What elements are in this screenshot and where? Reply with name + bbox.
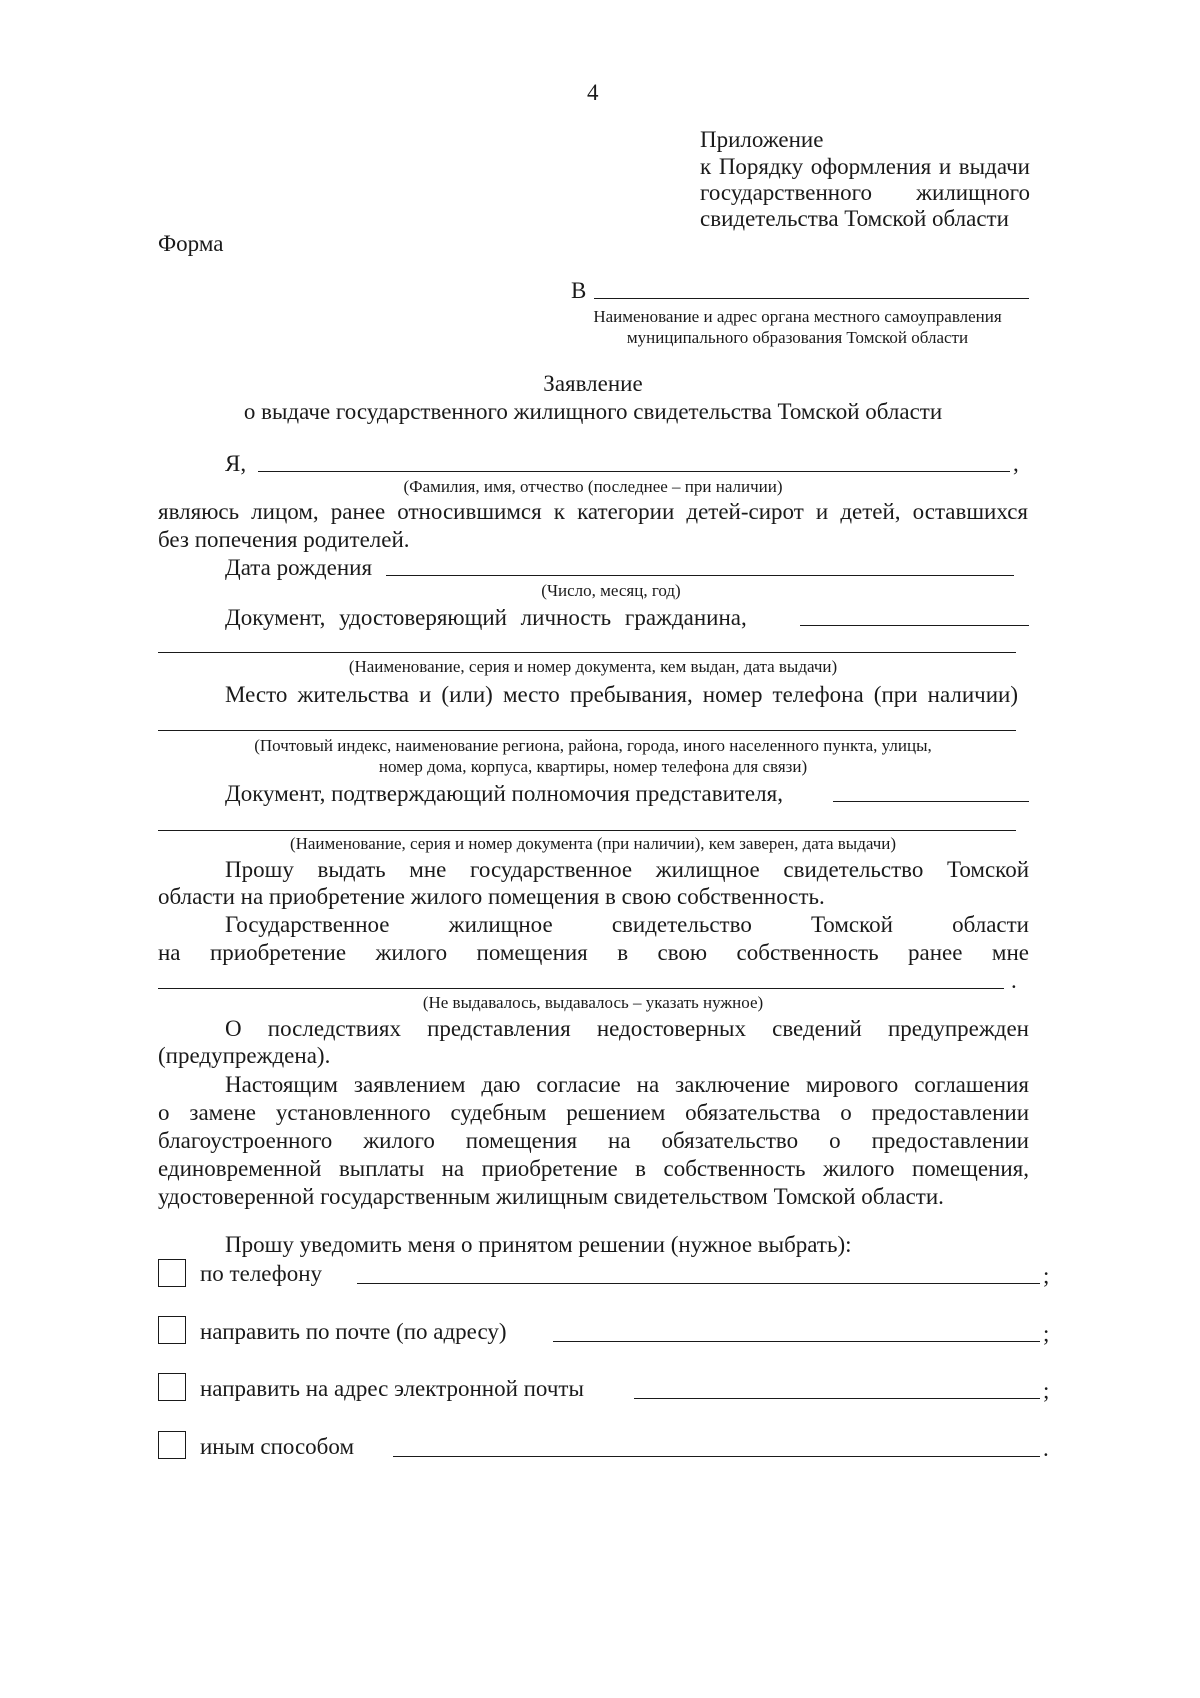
notify-email-checkbox[interactable] xyxy=(158,1373,186,1401)
notify-email-field[interactable] xyxy=(634,1398,1040,1399)
residence-field[interactable] xyxy=(158,730,1016,731)
applicant-caption: (Фамилия, имя, отчество (последнее – при наличии) xyxy=(403,477,783,496)
residence-caption-1: (Почтовый индекс, наименование региона, района, города, иного населенного пункта, улицы, xyxy=(254,736,932,755)
notify-phone-field[interactable] xyxy=(357,1283,1040,1284)
birth-date-caption: (Число, месяц, год) xyxy=(541,581,681,600)
notify-other-end: . xyxy=(1043,1436,1049,1461)
recipient-prefix: В xyxy=(571,278,587,303)
applicant-name-field[interactable] xyxy=(258,471,1010,472)
notify-mail-end: ; xyxy=(1043,1321,1050,1346)
birth-date-field[interactable] xyxy=(386,575,1014,576)
notify-phone-end: ; xyxy=(1043,1263,1050,1288)
representative-document-field-2[interactable] xyxy=(158,830,1016,831)
recipient-caption-1: Наименование и адрес органа местного самоуправления xyxy=(593,307,1002,326)
applicant-status-line-1: являюсь лицом, ранее относившимся к категории детей-сирот и детей, оставшихся xyxy=(158,499,1028,524)
id-document-caption: (Наименование, серия и номер документа, кем выдан, дата выдачи) xyxy=(348,657,838,676)
notify-mail-checkbox[interactable] xyxy=(158,1316,186,1344)
notify-email-end: ; xyxy=(1043,1378,1050,1403)
previous-certificate-line-2: на приобретение жилого помещения в свою собственность ранее мне xyxy=(158,940,1029,965)
applicant-status-line-2: без попечения родителей. xyxy=(158,527,410,552)
recipient-field[interactable] xyxy=(594,298,1029,299)
warning-line-1: О последствиях представления недостоверных сведений предупрежден xyxy=(225,1016,1029,1041)
appendix-line-1: Приложение xyxy=(700,127,824,152)
id-document-field-2[interactable] xyxy=(158,652,1016,653)
residence-label: Место жительства и (или) место пребывания, номер телефона (при наличии) xyxy=(225,682,1018,707)
id-document-field-1[interactable] xyxy=(800,625,1029,626)
notify-email-label: направить на адрес электронной почты xyxy=(200,1376,584,1401)
consent-line-2: о замене установленного судебным решением обязательства о предоставлении xyxy=(158,1100,1029,1125)
document-subtitle: о выдаче государственного жилищного свидетельства Томской области xyxy=(243,399,943,424)
id-document-label: Документ, удостоверяющий личность гражданина, xyxy=(225,605,747,630)
previous-certificate-field[interactable] xyxy=(158,988,1004,989)
consent-line-5: удостоверенной государственным жилищным свидетельством Томской области. xyxy=(158,1184,944,1209)
page-number: 4 xyxy=(587,80,599,105)
notify-intro: Прошу уведомить меня о принятом решении (нужное выбрать): xyxy=(225,1232,852,1257)
consent-line-4: единовременной выплаты на приобретение в собственность жилого помещения, xyxy=(158,1156,1029,1181)
previous-certificate-period: . xyxy=(1011,968,1017,993)
notify-other-label: иным способом xyxy=(200,1434,354,1459)
request-line-2: области на приобретение жилого помещения в свою собственность. xyxy=(158,884,825,909)
consent-line-1: Настоящим заявлением даю согласие на заключение мирового соглашения xyxy=(225,1072,1029,1097)
appendix-line-3: государственного жилищного xyxy=(700,180,1030,205)
residence-caption-2: номер дома, корпуса, квартиры, номер телефона для связи) xyxy=(378,757,808,776)
document-title: Заявление xyxy=(543,371,643,396)
notify-mail-label: направить по почте (по адресу) xyxy=(200,1319,507,1344)
appendix-line-4: свидетельства Томской области xyxy=(700,206,1009,231)
representative-document-field-1[interactable] xyxy=(833,801,1029,802)
notify-phone-checkbox[interactable] xyxy=(158,1259,186,1287)
recipient-caption-2: муниципального образования Томской области xyxy=(626,328,969,347)
representative-document-label: Документ, подтверждающий полномочия представителя, xyxy=(225,781,783,806)
notify-mail-field[interactable] xyxy=(553,1341,1040,1342)
representative-document-caption: (Наименование, серия и номер документа (при наличии), кем заверен, дата выдачи) xyxy=(289,834,897,853)
request-line-1: Прошу выдать мне государственное жилищное свидетельство Томской xyxy=(225,857,1029,882)
previous-certificate-caption: (Не выдавалось, выдавалось – указать нужное) xyxy=(422,993,764,1012)
consent-line-3: благоустроенного жилого помещения на обязательство о предоставлении xyxy=(158,1128,1029,1153)
applicant-comma: , xyxy=(1013,451,1019,476)
notify-other-field[interactable] xyxy=(393,1456,1040,1457)
appendix-line-2: к Порядку оформления и выдачи xyxy=(700,154,1030,179)
notify-phone-label: по телефону xyxy=(200,1261,322,1286)
form-label: Форма xyxy=(158,231,224,256)
notify-other-checkbox[interactable] xyxy=(158,1431,186,1459)
warning-line-2: (предупреждена). xyxy=(158,1043,331,1068)
applicant-prefix: Я, xyxy=(225,451,247,476)
previous-certificate-line-1: Государственное жилищное свидетельство Томской области xyxy=(225,912,1029,937)
birth-date-label: Дата рождения xyxy=(225,555,373,580)
